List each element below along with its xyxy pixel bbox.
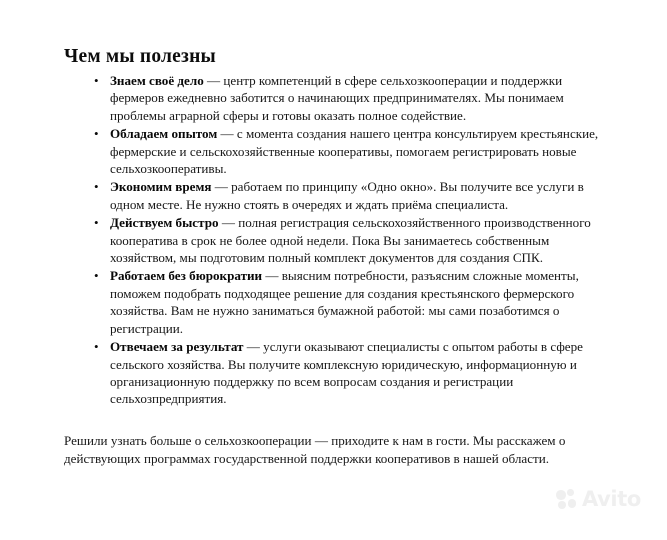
- page-title: Чем мы полезны: [64, 46, 216, 68]
- bullet-marker-icon: •: [94, 268, 99, 284]
- list-item: [64, 338, 612, 408]
- closing-paragraph: Решили узнать больше о сельхозкооперации — приходите к нам в гости. Мы расскажем о действующих программах государственной поддержки кооперативов в нашей области.: [64, 433, 566, 466]
- list-item-lead: Обладаем опытом: [110, 126, 218, 142]
- benefits-list: [64, 72, 612, 409]
- list-item-lead: Знаем своё дело: [110, 73, 204, 88]
- list-item-text: полная регистрация сельскохозяйственного производственного кооператива в срок не более одной недели. Пока Вы занимаетесь собственным хозяйством, мы подготовим полный комплект документов для создания СПК.: [110, 215, 591, 266]
- list-item-text: с момента создания нашего центра консультируем крестьянские, фермерские и сельскохозяйственные кооперативы, помогаем регистрировать новые сельхозкооперативы.: [110, 126, 599, 177]
- list-item-lead: Действуем быстро: [110, 215, 219, 231]
- list-item-dash: —: [217, 126, 237, 142]
- list-item: [64, 267, 612, 337]
- list-item: [64, 72, 612, 124]
- list-item-dash: —: [218, 215, 239, 231]
- list-item-text: работаем по принципу «Одно окно». Вы получите все услуги в одном месте. Не нужно стоять в очередях и ждать приёма специалиста.: [110, 179, 584, 212]
- list-item: [64, 214, 612, 266]
- list-item-text: услуги оказывают специалисты с опытом работы в сфере сельского хозяйства. Вы получите комплексную юридическую, информационную и организационную поддержку по всем вопросам создания и регистрации сельхозпредприятия.: [110, 339, 583, 407]
- bullet-marker-icon: •: [94, 179, 99, 195]
- avito-watermark-label: Avito: [582, 487, 641, 511]
- list-item: [64, 125, 612, 177]
- list-item: [64, 178, 612, 213]
- list-item-lead: Отвечаем за результат: [110, 339, 244, 355]
- list-item-dash: —: [243, 339, 264, 355]
- list-item-dash: —: [203, 73, 224, 88]
- bullet-marker-icon: •: [94, 339, 99, 355]
- bullet-marker-icon: •: [94, 215, 99, 231]
- list-item-lead: Работаем без бюрократии: [110, 268, 263, 284]
- list-item-lead: Экономим время: [110, 179, 212, 195]
- list-item-text: выясним потребности, разъясним сложные моменты, поможем подобрать подходящее решение для создания крестьянского фермерского хозяйства. Вам не нужно заниматься бумажной работой: мы сами позаботимся о регистрации.: [110, 268, 579, 336]
- list-item-text: центр компетенций в сфере сельхозкооперации и поддержки фермеров ежедневно заботится о начинающих предпринимателях. Мы понимаем проблемы аграрной сферы и готовы оказать полное содействие.: [110, 73, 564, 123]
- bullet-marker-icon: •: [94, 73, 99, 88]
- list-item-dash: —: [262, 268, 282, 284]
- bullet-marker-icon: •: [94, 126, 99, 142]
- list-item-dash: —: [211, 179, 232, 195]
